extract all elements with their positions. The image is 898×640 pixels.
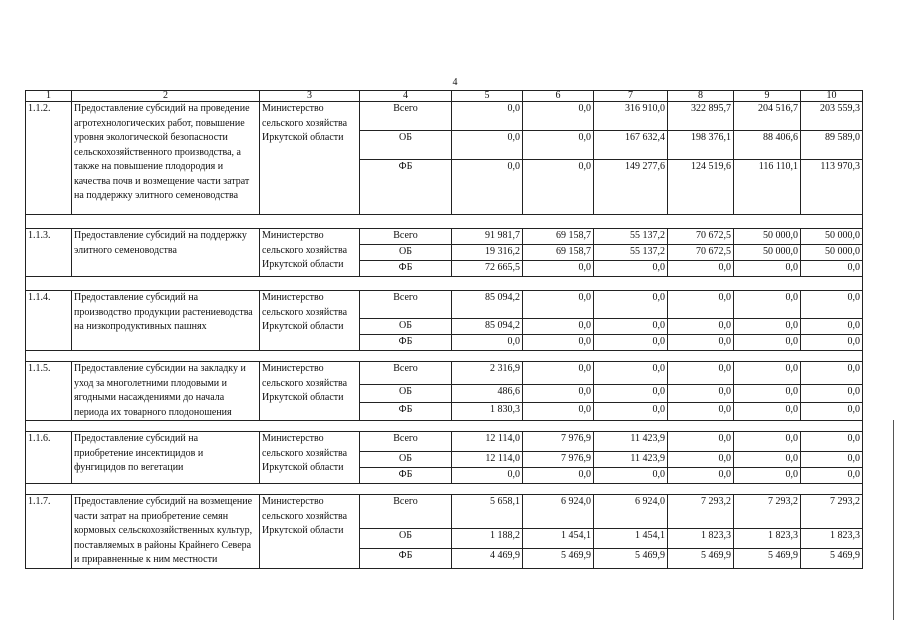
row-spacer (26, 351, 863, 362)
column-header: 3 (260, 91, 360, 102)
amount-cell: 50 000,0 (734, 229, 801, 245)
funding-source: ОБ (360, 452, 452, 468)
measure-code: 1.1.7. (26, 495, 72, 569)
amount-cell: 91 981,7 (452, 229, 523, 245)
responsible-ministry: Министерство сельского хозяйства Иркутской области (260, 229, 360, 277)
table-row (26, 102, 863, 131)
amount-cell: 0,0 (523, 362, 594, 385)
amount-cell: 1 454,1 (523, 529, 594, 549)
funding-source: Всего (360, 291, 452, 319)
measure-code: 1.1.2. (26, 102, 72, 215)
column-header: 8 (668, 91, 734, 102)
amount-cell: 5 469,9 (668, 548, 734, 568)
amount-cell: 0,0 (523, 319, 594, 335)
funding-source: ОБ (360, 529, 452, 549)
responsible-ministry: Министерство сельского хозяйства Иркутской области (260, 432, 360, 484)
amount-cell: 88 406,6 (734, 131, 801, 160)
amount-cell: 12 114,0 (452, 432, 523, 452)
responsible-ministry: Министерство сельского хозяйства Иркутской области (260, 291, 360, 351)
amount-cell: 0,0 (452, 131, 523, 160)
amount-cell: 1 830,3 (452, 402, 523, 420)
spacer-cell (72, 421, 260, 432)
amount-cell: 0,0 (594, 402, 668, 420)
spacer-cell (360, 484, 452, 495)
amount-cell: 55 137,2 (594, 245, 668, 261)
spacer-cell (360, 351, 452, 362)
funding-source: ФБ (360, 261, 452, 277)
amount-cell: 0,0 (523, 160, 594, 215)
funding-source: ОБ (360, 384, 452, 402)
spacer-cell (668, 215, 734, 229)
amount-cell: 0,0 (668, 319, 734, 335)
amount-cell: 50 000,0 (734, 245, 801, 261)
row-spacer (26, 484, 863, 495)
amount-cell: 322 895,7 (668, 102, 734, 131)
amount-cell: 0,0 (668, 452, 734, 468)
spacer-cell (72, 277, 260, 291)
amount-cell: 55 137,2 (594, 229, 668, 245)
spacer-cell (668, 484, 734, 495)
spacer-cell (594, 277, 668, 291)
amount-cell: 0,0 (801, 468, 863, 484)
amount-cell: 0,0 (452, 335, 523, 351)
spacer-cell (734, 277, 801, 291)
spacer-cell (260, 484, 360, 495)
amount-cell: 5 469,9 (734, 548, 801, 568)
row-spacer (26, 215, 863, 229)
amount-cell: 0,0 (668, 432, 734, 452)
spacer-cell (523, 277, 594, 291)
amount-cell: 12 114,0 (452, 452, 523, 468)
amount-cell: 0,0 (452, 102, 523, 131)
amount-cell: 50 000,0 (801, 245, 863, 261)
amount-cell: 0,0 (734, 319, 801, 335)
amount-cell: 1 823,3 (801, 529, 863, 549)
amount-cell: 7 293,2 (734, 495, 801, 529)
amount-cell: 70 672,5 (668, 229, 734, 245)
amount-cell: 0,0 (668, 384, 734, 402)
amount-cell: 0,0 (801, 402, 863, 420)
amount-cell: 0,0 (668, 468, 734, 484)
amount-cell: 204 516,7 (734, 102, 801, 131)
amount-cell: 0,0 (452, 160, 523, 215)
table-row (26, 495, 863, 529)
amount-cell: 4 469,9 (452, 548, 523, 568)
spacer-cell (801, 277, 863, 291)
spacer-cell (360, 421, 452, 432)
column-header: 9 (734, 91, 801, 102)
spacer-cell (801, 421, 863, 432)
funding-source: ФБ (360, 402, 452, 420)
amount-cell: 0,0 (734, 432, 801, 452)
amount-cell: 1 823,3 (734, 529, 801, 549)
spacer-cell (26, 277, 72, 291)
amount-cell: 6 924,0 (523, 495, 594, 529)
spacer-cell (668, 351, 734, 362)
amount-cell: 0,0 (801, 319, 863, 335)
amount-cell: 0,0 (801, 452, 863, 468)
amount-cell: 0,0 (452, 468, 523, 484)
amount-cell: 1 454,1 (594, 529, 668, 549)
table-row (26, 432, 863, 452)
spacer-cell (26, 484, 72, 495)
funding-source: ФБ (360, 468, 452, 484)
funding-source: Всего (360, 362, 452, 385)
funding-source: ФБ (360, 548, 452, 568)
amount-cell: 203 559,3 (801, 102, 863, 131)
amount-cell: 0,0 (523, 402, 594, 420)
amount-cell: 149 277,6 (594, 160, 668, 215)
spacer-cell (668, 277, 734, 291)
table-row (26, 229, 863, 245)
spacer-cell (523, 215, 594, 229)
column-header: 7 (594, 91, 668, 102)
column-header: 4 (360, 91, 452, 102)
amount-cell: 11 423,9 (594, 432, 668, 452)
spacer-cell (72, 351, 260, 362)
spacer-cell (734, 215, 801, 229)
amount-cell: 7 293,2 (668, 495, 734, 529)
spacer-cell (523, 484, 594, 495)
amount-cell: 0,0 (801, 335, 863, 351)
amount-cell: 11 423,9 (594, 452, 668, 468)
spacer-cell (594, 421, 668, 432)
measure-code: 1.1.5. (26, 362, 72, 421)
amount-cell: 0,0 (801, 291, 863, 319)
amount-cell: 19 316,2 (452, 245, 523, 261)
amount-cell: 167 632,4 (594, 131, 668, 160)
amount-cell: 1 188,2 (452, 529, 523, 549)
amount-cell: 0,0 (594, 291, 668, 319)
amount-cell: 0,0 (594, 319, 668, 335)
amount-cell: 0,0 (594, 468, 668, 484)
amount-cell: 0,0 (668, 335, 734, 351)
amount-cell: 0,0 (801, 384, 863, 402)
amount-cell: 0,0 (523, 384, 594, 402)
spacer-cell (801, 215, 863, 229)
table-row (26, 362, 863, 385)
header-row (26, 91, 863, 102)
amount-cell: 7 293,2 (801, 495, 863, 529)
amount-cell: 316 910,0 (594, 102, 668, 131)
responsible-ministry: Министерство сельского хозяйства Иркутской области (260, 102, 360, 215)
spacer-cell (734, 484, 801, 495)
spacer-cell (72, 484, 260, 495)
budget-table (25, 90, 863, 569)
measure-code: 1.1.6. (26, 432, 72, 484)
spacer-cell (26, 351, 72, 362)
amount-cell: 0,0 (594, 384, 668, 402)
column-header: 1 (26, 91, 72, 102)
amount-cell: 124 519,6 (668, 160, 734, 215)
amount-cell: 5 469,9 (801, 548, 863, 568)
amount-cell: 69 158,7 (523, 245, 594, 261)
spacer-cell (260, 421, 360, 432)
amount-cell: 89 589,0 (801, 131, 863, 160)
amount-cell: 85 094,2 (452, 291, 523, 319)
measure-name: Предоставление субсидий на проведение агротехнологических работ, повышение уровня экологической безопасности сельскохозяйственного производства, а также на повышение плодородия и качества почв и возмещение части затрат на поддержку элитного семеноводства (72, 102, 260, 215)
amount-cell: 0,0 (734, 402, 801, 420)
amount-cell: 7 976,9 (523, 452, 594, 468)
spacer-cell (260, 351, 360, 362)
amount-cell: 0,0 (734, 261, 801, 277)
amount-cell: 116 110,1 (734, 160, 801, 215)
row-spacer (26, 421, 863, 432)
funding-source: Всего (360, 432, 452, 452)
funding-source: ОБ (360, 131, 452, 160)
funding-source: Всего (360, 495, 452, 529)
funding-source: Всего (360, 229, 452, 245)
responsible-ministry: Министерство сельского хозяйства Иркутской области (260, 362, 360, 421)
amount-cell: 0,0 (668, 291, 734, 319)
spacer-cell (360, 277, 452, 291)
column-header: 10 (801, 91, 863, 102)
amount-cell: 5 658,1 (452, 495, 523, 529)
amount-cell: 72 665,5 (452, 261, 523, 277)
amount-cell: 0,0 (668, 261, 734, 277)
amount-cell: 69 158,7 (523, 229, 594, 245)
spacer-cell (360, 215, 452, 229)
spacer-cell (260, 215, 360, 229)
amount-cell: 5 469,9 (523, 548, 594, 568)
spacer-cell (260, 277, 360, 291)
spacer-cell (523, 351, 594, 362)
funding-source: ФБ (360, 160, 452, 215)
measure-name: Предоставление субсидий на производство продукции растениеводства на низкопродуктивных пашнях (72, 291, 260, 351)
spacer-cell (26, 421, 72, 432)
spacer-cell (452, 484, 523, 495)
amount-cell: 0,0 (594, 261, 668, 277)
amount-cell: 0,0 (734, 291, 801, 319)
amount-cell: 0,0 (734, 335, 801, 351)
measure-name: Предоставление субсидий на приобретение инсектицидов и фунгицидов по вегетации (72, 432, 260, 484)
amount-cell: 85 094,2 (452, 319, 523, 335)
amount-cell: 0,0 (668, 402, 734, 420)
spacer-cell (668, 421, 734, 432)
spacer-cell (801, 484, 863, 495)
page-number: 4 (452, 77, 458, 88)
spacer-cell (452, 351, 523, 362)
amount-cell: 50 000,0 (801, 229, 863, 245)
amount-cell: 70 672,5 (668, 245, 734, 261)
funding-source: ОБ (360, 319, 452, 335)
amount-cell: 0,0 (801, 261, 863, 277)
measure-name: Предоставление субсидии на закладку и уход за многолетними плодовыми и ягодными насаждениями до начала периода их товарного плодоношения (72, 362, 260, 421)
spacer-cell (594, 484, 668, 495)
amount-cell: 0,0 (523, 131, 594, 160)
measure-name: Предоставление субсидий на возмещение части затрат на приобретение семян кормовых сельскохозяйственных культур, поставляемых в районы Крайнего Севера и приравненные к ним местности (72, 495, 260, 569)
amount-cell: 0,0 (523, 468, 594, 484)
amount-cell: 1 823,3 (668, 529, 734, 549)
amount-cell: 198 376,1 (668, 131, 734, 160)
measure-code: 1.1.4. (26, 291, 72, 351)
measure-code: 1.1.3. (26, 229, 72, 277)
responsible-ministry: Министерство сельского хозяйства Иркутской области (260, 495, 360, 569)
margin-line (893, 420, 894, 620)
amount-cell: 0,0 (801, 432, 863, 452)
amount-cell: 2 316,9 (452, 362, 523, 385)
spacer-cell (523, 421, 594, 432)
amount-cell: 0,0 (523, 291, 594, 319)
amount-cell: 0,0 (523, 102, 594, 131)
spacer-cell (72, 215, 260, 229)
amount-cell: 0,0 (668, 362, 734, 385)
measure-name: Предоставление субсидий на поддержку элитного семеноводства (72, 229, 260, 277)
amount-cell: 113 970,3 (801, 160, 863, 215)
amount-cell: 0,0 (734, 384, 801, 402)
spacer-cell (452, 277, 523, 291)
amount-cell: 0,0 (594, 362, 668, 385)
spacer-cell (594, 215, 668, 229)
table-row (26, 291, 863, 319)
spacer-cell (452, 421, 523, 432)
funding-source: Всего (360, 102, 452, 131)
amount-cell: 7 976,9 (523, 432, 594, 452)
column-header: 2 (72, 91, 260, 102)
amount-cell: 0,0 (801, 362, 863, 385)
amount-cell: 0,0 (523, 335, 594, 351)
amount-cell: 0,0 (523, 261, 594, 277)
spacer-cell (26, 215, 72, 229)
spacer-cell (734, 421, 801, 432)
spacer-cell (801, 351, 863, 362)
funding-source: ОБ (360, 245, 452, 261)
amount-cell: 486,6 (452, 384, 523, 402)
row-spacer (26, 277, 863, 291)
amount-cell: 5 469,9 (594, 548, 668, 568)
column-header: 6 (523, 91, 594, 102)
funding-source: ФБ (360, 335, 452, 351)
amount-cell: 0,0 (594, 335, 668, 351)
amount-cell: 0,0 (734, 468, 801, 484)
amount-cell: 0,0 (734, 362, 801, 385)
amount-cell: 6 924,0 (594, 495, 668, 529)
spacer-cell (452, 215, 523, 229)
spacer-cell (594, 351, 668, 362)
spacer-cell (734, 351, 801, 362)
amount-cell: 0,0 (734, 452, 801, 468)
column-header: 5 (452, 91, 523, 102)
